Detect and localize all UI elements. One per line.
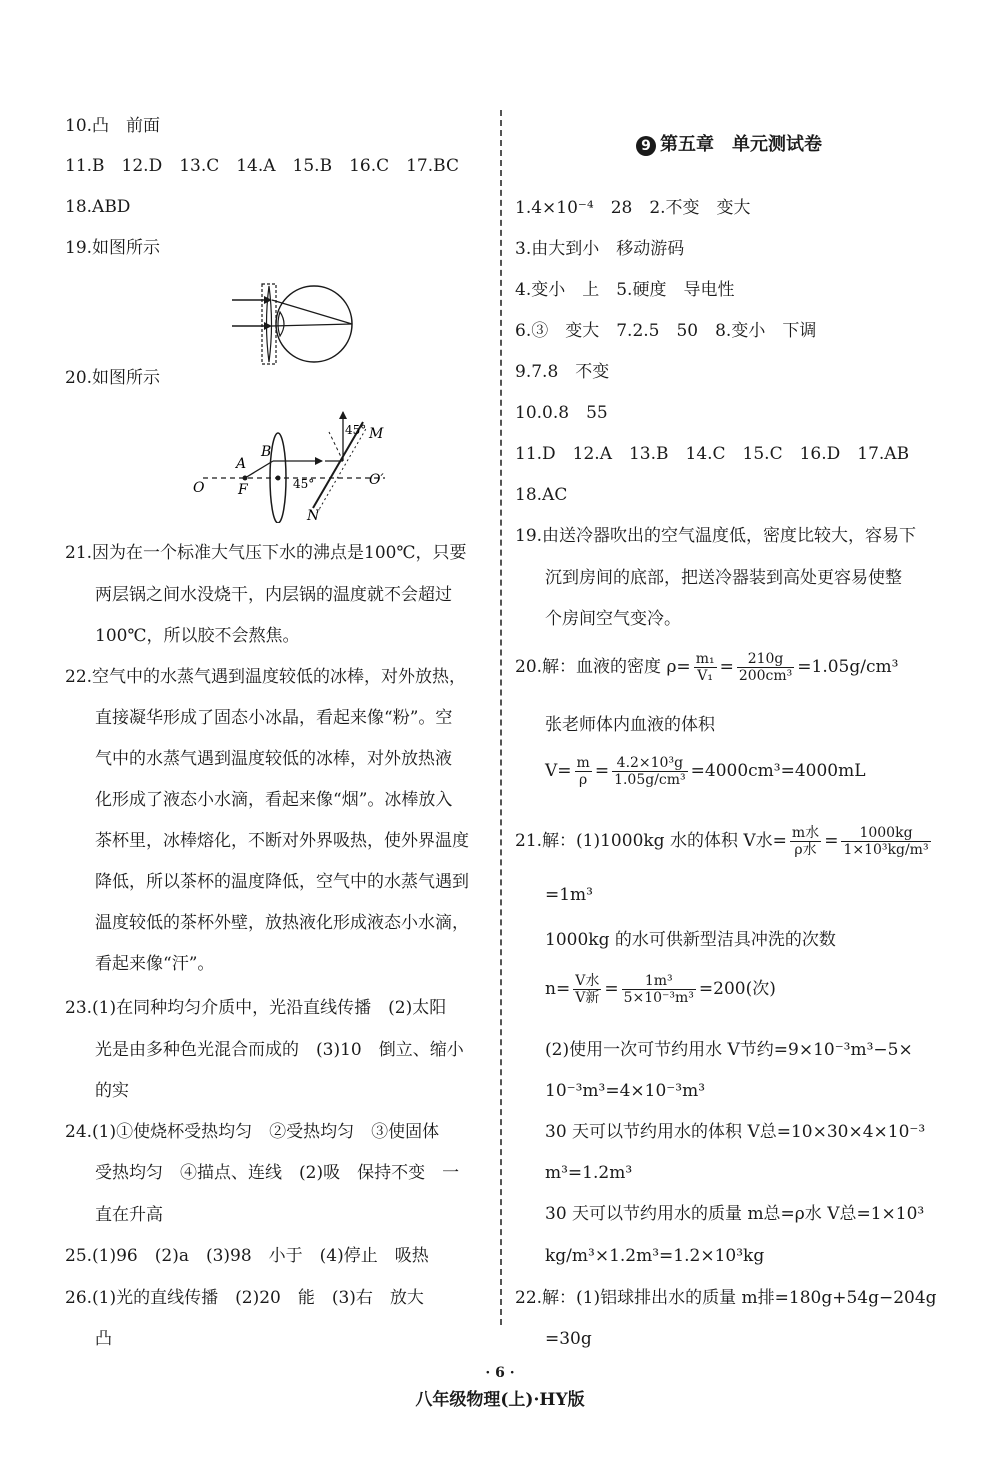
right-line: 6.③ 变大 7.2.5 50 8.变小 下调 — [515, 321, 817, 341]
right-line: 11.D 12.A 13.B 14.C 15.C 16.D 17.AB — [515, 444, 910, 464]
right-line: m³=1.2m³ — [545, 1163, 633, 1183]
right-line: 10.0.8 55 — [515, 403, 608, 423]
equation-21: 21.解：(1)1000kg 水的体积 V水= $\frac{\text{m水}}{\text{ρ水}}$ = $\frac{1000kg}{\text{1×10³kg/m³}}$ — [515, 825, 929, 858]
right-line: 19.由送冷器吹出的空气温度低，密度比较大，容易下 — [515, 526, 917, 546]
label-F: F — [238, 482, 248, 498]
equation-20: 20.解：血液的密度 ρ= $\frac{\text{m₁}}{\text{V₁}}$ = $\frac{210g}{\text{200cm³}}$ =1.05g/cm³ — [515, 651, 899, 684]
left-line: 看起来像“汗”。 — [95, 954, 215, 974]
right-line: 30 天可以节约用水的体积 V总=10×30×4×10⁻³ — [545, 1122, 926, 1142]
right-line: 1.4×10⁻⁴ 28 2.不变 变大 — [515, 198, 751, 218]
eye-lens-diagram — [228, 278, 358, 370]
left-line: 直接凝华形成了固态小冰晶，看起来像“粉”。空 — [95, 708, 453, 728]
label-B: B — [261, 444, 272, 460]
left-line: 18.ABD — [65, 197, 131, 217]
left-line: 两层锅之间水没烧干，内层锅的温度就不会超过 — [95, 585, 452, 605]
left-line: 11.B 12.D 13.C 14.A 15.B 16.C 17.BC — [65, 156, 459, 176]
right-line: 1000kg 的水可供新型洁具冲洗的次数 — [545, 930, 836, 950]
left-line: 21.因为在一个标准大气压下水的沸点是100℃，只要 — [65, 543, 467, 563]
left-line: 茶杯里，冰棒熔化，不断对外界吸热，使外界温度 — [95, 831, 469, 851]
right-line: 9.7.8 不变 — [515, 362, 610, 382]
left-line: 的实 — [95, 1081, 129, 1101]
label-O: O — [193, 480, 205, 496]
right-line: 张老师体内血液的体积 — [545, 715, 715, 735]
left-line: 26.(1)光的直线传播 (2)20 能 (3)右 放大 — [65, 1288, 424, 1308]
label-M: M — [369, 426, 384, 442]
section-title-text: 第五章 单元测试卷 — [660, 134, 822, 155]
left-line: 25.(1)96 (2)a (3)98 小于 (4)停止 吸热 — [65, 1246, 429, 1266]
left-line: 气中的水蒸气遇到温度较低的冰棒，对外放热液 — [95, 749, 452, 769]
column-divider — [500, 110, 502, 1325]
right-line: 沉到房间的底部，把送冷器装到高处更容易使整 — [545, 568, 902, 588]
left-line: 22.空气中的水蒸气遇到温度较低的冰棒，对外放热， — [65, 667, 467, 687]
left-line: 降低，所以茶杯的温度降低，空气中的水蒸气遇到 — [95, 872, 469, 892]
equation-n: n= $\frac{\text{V水}}{\text{V新}}$ = $\frac{\text{1m³}}{\text{5×10⁻³m³}}$ =200(次) — [545, 973, 776, 1006]
label-N: N — [307, 508, 320, 523]
section-number-badge: 9 — [636, 136, 656, 156]
left-line: 100℃，所以胶不会熬焦。 — [95, 626, 300, 646]
right-line: 4.变小 上 5.硬度 导电性 — [515, 280, 735, 300]
left-line: 光是由多种色光混合而成的 (3)10 倒立、缩小 — [95, 1040, 464, 1060]
right-line: =30g — [545, 1329, 592, 1349]
right-line: 18.AC — [515, 485, 568, 505]
right-line: (2)使用一次可节约用水 V节约=9×10⁻³m³−5× — [545, 1040, 913, 1060]
left-line: 受热均匀 ④描点、连线 (2)吸 保持不变 一 — [95, 1163, 460, 1183]
left-line: 23.(1)在同种均匀介质中，光沿直线传播 (2)太阳 — [65, 998, 447, 1018]
label-angle-top: 45° — [345, 423, 367, 437]
reflection-diagram — [185, 408, 400, 523]
section-title — [636, 136, 822, 156]
right-line: kg/m³×1.2m³=1.2×10³kg — [545, 1246, 765, 1266]
right-line: =1m³ — [545, 885, 593, 905]
right-line: 22.解：(1)铝球排出水的质量 m排=180g+54g−204g — [515, 1288, 937, 1308]
label-O-prime: O′ — [369, 472, 384, 488]
label-angle-bottom: 45° — [293, 477, 315, 491]
left-line: 19.如图所示 — [65, 238, 161, 258]
footer-title: 八年级物理(上)·HY版 — [415, 1390, 585, 1410]
equation-volume: V= $\frac{m}{\rho}$ = $\frac{\text{4.2×10³g}}{\text{1.05g/cm³}}$ =4000cm³=4000mL — [545, 755, 866, 788]
label-A: A — [236, 456, 247, 472]
left-line: 20.如图所示 — [65, 368, 161, 388]
right-line: 3.由大到小 移动游码 — [515, 239, 685, 259]
left-line: 直在升高 — [95, 1205, 163, 1225]
left-line: 10.凸 前面 — [65, 116, 161, 136]
left-line: 温度较低的茶杯外壁，放热液化形成液态小水滴， — [95, 913, 469, 933]
right-line: 个房间空气变冷。 — [545, 609, 681, 629]
left-line: 24.(1)①使烧杯受热均匀 ②受热均匀 ③使固体 — [65, 1122, 440, 1142]
right-line: 10⁻³m³=4×10⁻³m³ — [545, 1081, 706, 1101]
left-line: 凸 — [95, 1329, 112, 1349]
page-number: · 6 · — [485, 1365, 515, 1381]
right-line: 30 天可以节约用水的质量 m总=ρ水 V总=1×10³ — [545, 1204, 925, 1224]
left-line: 化形成了液态小水滴，看起来像“烟”。冰棒放入 — [95, 790, 453, 810]
